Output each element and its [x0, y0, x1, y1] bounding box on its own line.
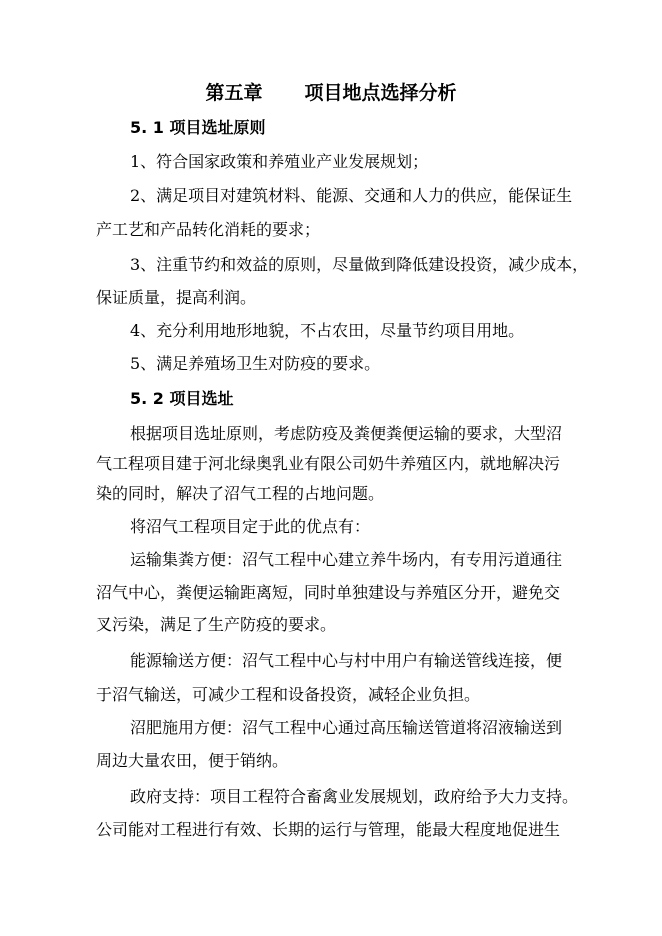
body-line-4: 将沼气工程项目定于此的优点有：	[130, 517, 371, 536]
chapter-title	[0, 80, 662, 106]
body-line-12: 政府支持：项目工程符合畜禽业发展规划，政府给予大力支持。	[130, 787, 579, 806]
principle-line-3-cont: 保证质量，提高利润。	[96, 288, 257, 307]
chapter-label: 第五章	[205, 82, 263, 104]
body-line-10: 沼肥施用方便：沼气工程中心通过高压输送管道将沼液输送到	[130, 718, 563, 737]
chapter-title-text: 项目地点选择分析	[304, 82, 457, 104]
section-heading-5-1: 5. 1 项目选址原则	[130, 118, 266, 137]
body-line-6: 沼气中心，粪便运输距离短，同时单独建设与养殖区分开，避免交	[96, 583, 561, 602]
body-line-2: 气工程项目建于河北绿奥乳业有限公司奶牛养殖区内，就地解决污	[96, 454, 561, 473]
body-line-13: 公司能对工程进行有效、长期的运行与管理，能最大程度地促进生	[96, 820, 561, 839]
principle-line-2: 2、满足项目对建筑材料、能源、交通和人力的供应，能保证生	[130, 186, 573, 205]
body-line-1: 根据项目选址原则，考虑防疫及粪便粪便运输的要求，大型沼	[130, 424, 563, 443]
body-line-3: 染的同时，解决了沼气工程的占地问题。	[96, 484, 385, 503]
principle-line-1: 1、符合国家政策和养殖业产业发展规划；	[130, 152, 429, 171]
body-line-9: 于沼气输送，可减少工程和设备投资，减轻企业负担。	[96, 685, 481, 704]
section-heading-5-2: 5. 2 项目选址	[130, 389, 234, 408]
principle-line-2-cont: 产工艺和产品转化消耗的要求；	[96, 220, 321, 239]
principle-line-3: 3、注重节约和效益的原则，尽量做到降低建设投资，减少成本，	[130, 255, 589, 274]
principle-line-5: 5、满足养殖场卫生对防疫的要求。	[130, 354, 381, 373]
principle-line-4: 4、充分利用地形地貌，不占农田，尽量节约项目用地。	[130, 321, 525, 340]
body-line-11: 周边大量农田，便于销纳。	[96, 751, 289, 770]
body-line-5: 运输集粪方便：沼气工程中心建立养牛场内，有专用污道通往	[130, 550, 563, 569]
body-line-8: 能源输送方便：沼气工程中心与村中用户有输送管线连接，便	[130, 651, 563, 670]
body-line-7: 叉污染，满足了生产防疫的要求。	[96, 615, 337, 634]
